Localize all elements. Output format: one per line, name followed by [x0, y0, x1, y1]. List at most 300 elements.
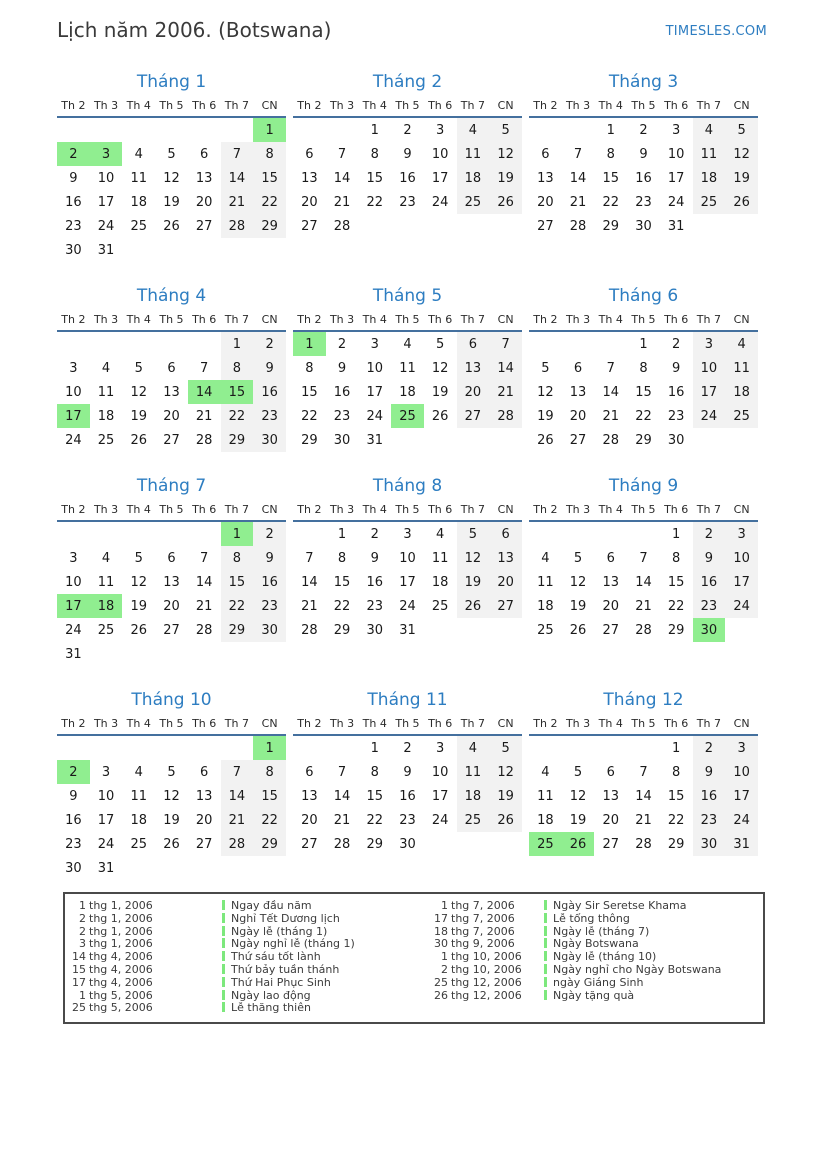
day-cell: 15 — [333, 574, 351, 590]
holiday-marker-icon — [222, 990, 225, 1000]
day-cell: 6 — [167, 550, 176, 566]
day-cell: 6 — [541, 146, 550, 162]
legend-date: 17 thg 4, 2006 — [72, 975, 153, 989]
day-cell: 19 — [489, 784, 522, 808]
day-cell — [122, 521, 155, 546]
day-cell: 17 — [57, 404, 90, 428]
day-cell: 25 — [130, 836, 148, 852]
day-cell: 31 — [97, 860, 115, 876]
day-cell: 22 — [667, 598, 685, 614]
weekday-header: Th 6 — [192, 503, 217, 516]
day-cell: 22 — [301, 408, 318, 424]
month-table — [293, 313, 522, 452]
day-cell: 23 — [253, 404, 286, 428]
day-cell: 27 — [569, 432, 587, 448]
weekday-header: Th 4 — [598, 313, 623, 326]
day-cell: 7 — [337, 146, 347, 162]
day-cell: 22 — [333, 598, 351, 614]
day-cell: 26 — [163, 218, 180, 234]
day-cell: 12 — [130, 574, 148, 590]
day-cell: 11 — [97, 384, 115, 400]
day-cell — [253, 642, 286, 666]
page-title: Lịch năm 2006. (Botswana) — [57, 18, 332, 42]
page-header — [0, 0, 827, 60]
day-cell: 29 — [366, 836, 384, 852]
day-cell: 28 — [569, 218, 587, 234]
day-cell: 8 — [221, 356, 254, 380]
day-cell: 20 — [537, 194, 554, 210]
day-cell — [221, 642, 254, 666]
weekday-header: Th 6 — [428, 313, 453, 326]
legend-holiday-name: Thứ sáu tốt lành — [222, 951, 434, 964]
weekday-header: Th 3 — [93, 99, 119, 112]
day-cell: 30 — [366, 622, 384, 638]
weekday-header: Th 2 — [61, 503, 86, 516]
day-cell: 30 — [693, 618, 726, 642]
month-block-3 — [529, 72, 758, 238]
day-cell — [155, 238, 188, 262]
day-cell: 4 — [134, 146, 143, 162]
day-cell — [188, 735, 221, 760]
day-cell: 15 — [602, 170, 620, 186]
legend-holiday-name: Ngày Botswana — [544, 938, 756, 951]
weekday-header: Th 2 — [533, 717, 558, 730]
day-cell: 1 — [337, 526, 347, 542]
day-cell: 27 — [301, 836, 318, 852]
day-cell: 3 — [69, 360, 78, 376]
holiday-marker-icon — [544, 977, 547, 987]
month-block-10 — [57, 690, 286, 880]
day-cell — [627, 521, 660, 546]
day-cell: 25 — [725, 404, 758, 428]
day-cell — [489, 832, 522, 856]
weekday-header: Th 4 — [362, 717, 387, 730]
day-cell: 4 — [693, 117, 726, 142]
day-cell — [693, 214, 726, 238]
day-cell: 25 — [97, 622, 115, 638]
weekday-header: Th 5 — [631, 99, 656, 112]
day-cell: 18 — [693, 166, 726, 190]
holiday-marker-icon — [222, 951, 225, 961]
day-cell: 6 — [489, 521, 522, 546]
day-cell: 30 — [65, 860, 82, 876]
day-cell: 25 — [130, 218, 148, 234]
month-title: Tháng 6 — [608, 286, 679, 306]
legend-date: 2 thg 10, 2006 — [441, 962, 522, 976]
day-cell — [57, 735, 90, 760]
day-cell — [529, 117, 562, 142]
holiday-legend — [63, 892, 765, 1024]
day-cell: 25 — [693, 190, 726, 214]
day-cell: 23 — [693, 808, 726, 832]
day-cell — [155, 735, 188, 760]
day-cell — [529, 331, 562, 356]
day-cell: 9 — [253, 356, 286, 380]
day-cell: 19 — [130, 408, 148, 424]
day-cell: 30 — [253, 428, 286, 452]
day-cell: 27 — [301, 218, 318, 234]
day-cell: 19 — [130, 598, 148, 614]
day-cell: 10 — [65, 574, 82, 590]
day-cell — [424, 832, 457, 856]
day-cell: 20 — [301, 194, 318, 210]
holiday-marker-icon — [222, 1002, 225, 1012]
weekday-header: Th 6 — [664, 313, 689, 326]
day-cell: 24 — [693, 404, 726, 428]
day-cell — [594, 331, 627, 356]
weekday-header: CN — [497, 313, 514, 326]
day-cell: 13 — [489, 546, 522, 570]
legend-date: 1 thg 5, 2006 — [79, 988, 153, 1002]
day-cell: 14 — [333, 788, 351, 804]
day-cell: 7 — [337, 764, 347, 780]
day-cell: 16 — [253, 380, 286, 404]
day-cell: 28 — [195, 622, 213, 638]
day-cell — [155, 521, 188, 546]
weekday-header: Th 3 — [329, 503, 355, 516]
weekday-header: Th 3 — [329, 717, 355, 730]
day-cell: 11 — [457, 142, 490, 166]
weekday-header: Th 4 — [598, 717, 623, 730]
day-cell: 2 — [370, 526, 379, 542]
day-cell: 23 — [65, 218, 82, 234]
legend-holiday-name: ngày Giáng Sinh — [544, 977, 756, 990]
day-cell: 6 — [457, 331, 490, 356]
day-cell: 25 — [537, 622, 554, 638]
day-cell: 15 — [366, 788, 384, 804]
day-cell: 6 — [606, 764, 615, 780]
brand-link[interactable]: TIMESLES.COM — [665, 24, 767, 39]
day-cell: 7 — [489, 331, 522, 356]
day-cell: 1 — [639, 336, 648, 352]
day-cell: 17 — [57, 594, 90, 618]
day-cell: 2 — [403, 122, 412, 138]
day-cell: 31 — [399, 622, 416, 638]
day-cell: 16 — [65, 194, 82, 210]
holiday-marker-icon — [222, 900, 225, 910]
day-cell: 16 — [253, 570, 286, 594]
day-cell: 20 — [602, 812, 620, 828]
day-cell: 19 — [537, 408, 554, 424]
day-cell: 13 — [602, 574, 620, 590]
month-block-11 — [293, 690, 522, 856]
day-cell: 10 — [97, 788, 115, 804]
day-cell: 24 — [725, 594, 758, 618]
day-cell: 29 — [635, 432, 652, 448]
day-cell: 17 — [667, 170, 685, 186]
holiday-marker-icon — [544, 938, 547, 948]
weekday-header: Th 4 — [126, 503, 151, 516]
day-cell: 23 — [635, 194, 652, 210]
day-cell: 27 — [195, 836, 213, 852]
day-cell — [693, 428, 726, 452]
weekday-header: Th 7 — [460, 503, 485, 516]
day-cell — [188, 642, 221, 666]
day-cell — [90, 521, 123, 546]
day-cell: 20 — [569, 408, 587, 424]
legend-holiday-name: Lễ tổng thông — [544, 913, 756, 926]
weekday-header: Th 4 — [126, 99, 151, 112]
day-cell — [562, 331, 595, 356]
day-cell: 6 — [573, 360, 583, 376]
day-cell: 23 — [667, 408, 685, 424]
day-cell: 11 — [537, 574, 554, 590]
day-cell: 24 — [431, 812, 449, 828]
weekday-header: Th 3 — [329, 99, 355, 112]
weekday-header: Th 7 — [696, 99, 721, 112]
day-cell: 3 — [436, 122, 445, 138]
month-block-4 — [57, 286, 286, 452]
weekday-header: Th 5 — [159, 503, 184, 516]
weekday-header: CN — [261, 503, 278, 516]
month-title: Tháng 12 — [603, 690, 684, 710]
day-cell: 16 — [667, 384, 685, 400]
weekday-header: Th 6 — [192, 313, 217, 326]
day-cell — [725, 214, 758, 238]
day-cell: 27 — [163, 432, 180, 448]
weekday-header: Th 7 — [460, 313, 485, 326]
month-table — [57, 503, 286, 666]
day-cell: 26 — [562, 832, 595, 856]
day-cell: 25 — [391, 404, 424, 428]
day-cell — [293, 735, 326, 760]
day-cell: 23 — [693, 594, 726, 618]
day-cell: 14 — [602, 384, 620, 400]
day-cell: 9 — [370, 550, 379, 566]
weekday-header: Th 6 — [664, 503, 689, 516]
day-cell: 11 — [693, 142, 726, 166]
day-cell: 4 — [725, 331, 758, 356]
weekday-header: Th 4 — [362, 503, 387, 516]
day-cell — [489, 618, 522, 642]
day-cell: 24 — [65, 622, 82, 638]
weekday-header: Th 6 — [192, 99, 217, 112]
day-cell: 15 — [221, 570, 254, 594]
weekday-header: Th 7 — [460, 717, 485, 730]
day-cell — [326, 735, 359, 760]
weekday-header: Th 5 — [631, 717, 656, 730]
day-cell: 18 — [90, 594, 123, 618]
day-cell: 8 — [639, 360, 648, 376]
day-cell: 6 — [200, 146, 209, 162]
month-table — [293, 99, 522, 238]
day-cell: 26 — [163, 836, 180, 852]
day-cell: 22 — [221, 594, 254, 618]
day-cell: 31 — [97, 242, 115, 258]
day-cell: 2 — [337, 336, 347, 352]
weekday-header: Th 3 — [93, 313, 119, 326]
day-cell: 9 — [403, 146, 412, 162]
weekday-header: Th 7 — [696, 313, 721, 326]
day-cell: 11 — [725, 356, 758, 380]
day-cell: 3 — [672, 122, 681, 138]
day-cell: 13 — [195, 788, 213, 804]
legend-holiday-name: Nghỉ Tết Dương lịch — [222, 913, 434, 926]
day-cell: 24 — [97, 218, 115, 234]
weekday-header: CN — [261, 99, 278, 112]
day-cell — [391, 428, 424, 452]
day-cell: 8 — [672, 764, 681, 780]
day-cell: 7 — [606, 360, 615, 376]
weekday-header: Th 6 — [428, 503, 453, 516]
day-cell: 28 — [221, 214, 254, 238]
day-cell: 20 — [195, 812, 213, 828]
month-title: Tháng 8 — [372, 476, 443, 496]
month-block-6 — [529, 286, 758, 452]
month-title: Tháng 2 — [372, 72, 443, 92]
month-title: Tháng 7 — [136, 476, 207, 496]
legend-holiday-name: Thứ Hai Phục Sinh — [222, 977, 434, 990]
day-cell: 5 — [541, 360, 550, 376]
day-cell — [326, 117, 359, 142]
day-cell: 8 — [337, 550, 347, 566]
day-cell: 30 — [693, 832, 726, 856]
month-table — [57, 99, 286, 262]
day-cell: 27 — [163, 622, 180, 638]
day-cell: 30 — [253, 618, 286, 642]
day-cell: 30 — [333, 432, 351, 448]
weekday-header: Th 4 — [598, 99, 623, 112]
day-cell: 4 — [134, 764, 143, 780]
day-cell — [253, 238, 286, 262]
day-cell: 28 — [195, 432, 213, 448]
day-cell: 1 — [606, 122, 615, 138]
day-cell: 31 — [667, 218, 685, 234]
legend-date: 17 thg 7, 2006 — [434, 911, 515, 925]
day-cell: 24 — [431, 194, 449, 210]
day-cell — [457, 214, 490, 238]
holiday-marker-icon — [222, 964, 225, 974]
month-title: Tháng 5 — [372, 286, 443, 306]
day-cell: 17 — [399, 574, 416, 590]
day-cell: 14 — [333, 170, 351, 186]
day-cell: 24 — [725, 808, 758, 832]
day-cell: 5 — [489, 117, 522, 142]
year-calendar-grid — [57, 72, 758, 880]
day-cell: 25 — [529, 832, 562, 856]
day-cell: 26 — [489, 808, 522, 832]
day-cell: 22 — [667, 812, 685, 828]
day-cell: 13 — [569, 384, 587, 400]
day-cell: 18 — [130, 194, 148, 210]
day-cell: 12 — [163, 170, 180, 186]
day-cell: 6 — [606, 550, 615, 566]
day-cell: 31 — [366, 432, 384, 448]
day-cell: 18 — [130, 812, 148, 828]
day-cell — [188, 238, 221, 262]
day-cell: 28 — [333, 836, 351, 852]
day-cell: 20 — [489, 570, 522, 594]
day-cell: 22 — [635, 408, 652, 424]
day-cell — [155, 117, 188, 142]
legend-holiday-name: Thứ bảy tuần thánh — [222, 964, 434, 977]
day-cell — [489, 214, 522, 238]
month-block-7 — [57, 476, 286, 666]
day-cell: 21 — [569, 194, 587, 210]
day-cell: 16 — [693, 570, 726, 594]
weekday-header: Th 2 — [61, 313, 86, 326]
weekday-header: CN — [261, 717, 278, 730]
day-cell: 14 — [221, 784, 254, 808]
day-cell: 2 — [253, 331, 286, 356]
weekday-header: Th 2 — [297, 717, 322, 730]
day-cell: 24 — [366, 408, 384, 424]
holiday-marker-icon — [222, 977, 225, 987]
weekday-header: Th 5 — [395, 717, 420, 730]
day-cell: 19 — [163, 194, 180, 210]
day-cell: 18 — [537, 598, 554, 614]
day-cell: 29 — [602, 218, 620, 234]
day-cell: 17 — [97, 194, 115, 210]
day-cell: 1 — [672, 740, 681, 756]
holiday-marker-icon — [544, 990, 547, 1000]
day-cell: 28 — [333, 218, 351, 234]
day-cell: 16 — [366, 574, 384, 590]
day-cell — [529, 735, 562, 760]
day-cell: 22 — [602, 194, 620, 210]
holiday-marker-icon — [544, 964, 547, 974]
day-cell: 3 — [90, 142, 123, 166]
day-cell: 10 — [693, 356, 726, 380]
day-cell: 15 — [253, 784, 286, 808]
day-cell — [221, 735, 254, 760]
legend-date: 18 thg 7, 2006 — [434, 924, 515, 938]
day-cell: 5 — [134, 360, 143, 376]
day-cell: 26 — [489, 190, 522, 214]
day-cell: 13 — [457, 356, 490, 380]
day-cell: 11 — [399, 360, 416, 376]
weekday-header: Th 3 — [329, 313, 355, 326]
weekday-header: Th 7 — [224, 99, 249, 112]
legend-holiday-name: Ngày lễ (tháng 7) — [544, 926, 756, 939]
month-title: Tháng 10 — [131, 690, 212, 710]
legend-holiday-name: Ngày lao động — [222, 990, 434, 1003]
day-cell: 3 — [370, 336, 379, 352]
day-cell: 22 — [253, 808, 286, 832]
day-cell: 14 — [635, 788, 652, 804]
legend-holiday-name: Ngày nghỉ cho Ngày Botswana — [544, 964, 756, 977]
day-cell: 12 — [569, 574, 587, 590]
day-cell: 17 — [431, 170, 449, 186]
day-cell: 10 — [97, 170, 115, 186]
legend-date: 30 thg 9, 2006 — [434, 937, 515, 951]
day-cell: 8 — [305, 360, 314, 376]
day-cell: 8 — [221, 546, 254, 570]
weekday-header: Th 2 — [61, 717, 86, 730]
day-cell: 26 — [130, 432, 148, 448]
legend-holiday-name: Lễ thăng thiên — [222, 1002, 434, 1015]
day-cell: 26 — [537, 432, 554, 448]
day-cell: 13 — [602, 788, 620, 804]
day-cell: 15 — [667, 574, 685, 590]
day-cell — [562, 117, 595, 142]
day-cell: 2 — [253, 521, 286, 546]
weekday-header: Th 6 — [664, 99, 689, 112]
day-cell: 15 — [635, 384, 652, 400]
day-cell: 16 — [65, 812, 82, 828]
day-cell: 14 — [188, 380, 221, 404]
day-cell: 10 — [366, 360, 384, 376]
day-cell: 14 — [569, 170, 587, 186]
day-cell: 12 — [489, 760, 522, 784]
day-cell: 30 — [635, 218, 652, 234]
day-cell — [725, 428, 758, 452]
legend-empty-cell — [544, 1002, 756, 1015]
weekday-header: Th 6 — [192, 717, 217, 730]
day-cell: 12 — [457, 546, 490, 570]
legend-date: 15 thg 4, 2006 — [72, 962, 153, 976]
weekday-header: Th 5 — [631, 503, 656, 516]
